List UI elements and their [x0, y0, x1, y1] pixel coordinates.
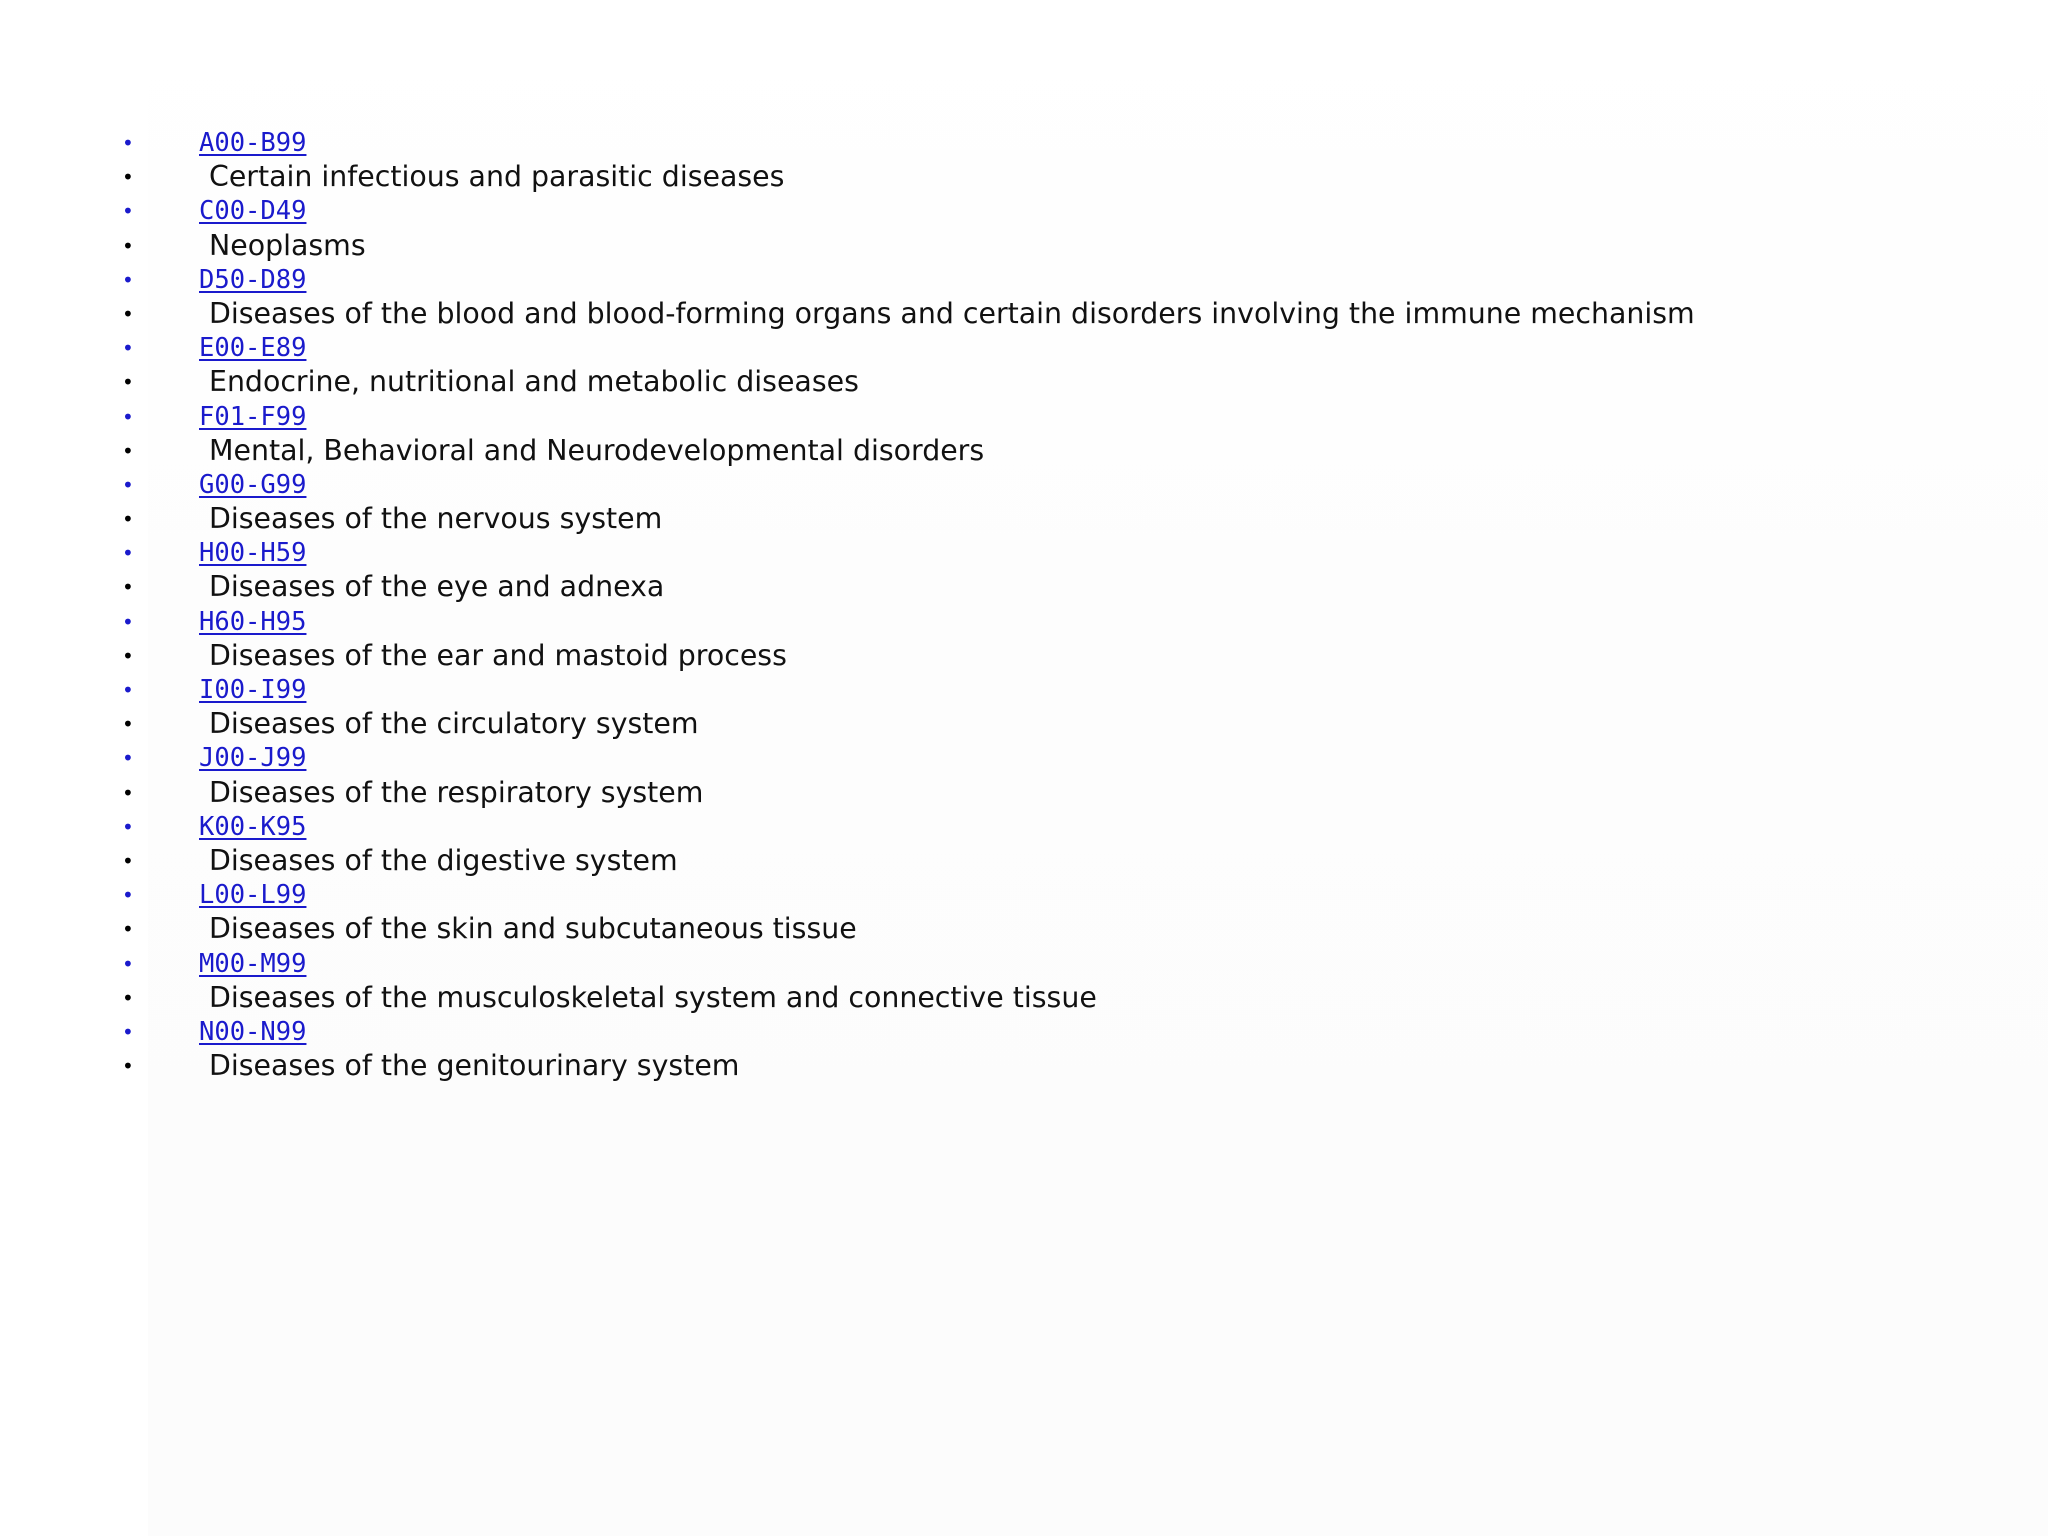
- list-item-title: [0, 502, 2048, 536]
- list-item-title: [0, 707, 2048, 741]
- chapter-title: Diseases of the skin and subcutaneous tissue: [209, 912, 857, 946]
- chapter-code-link[interactable]: I00-I99: [199, 675, 307, 705]
- chapter-title: Diseases of the digestive system: [209, 843, 678, 877]
- chapter-code-link[interactable]: D50-D89: [199, 264, 307, 295]
- bullet-icon: •: [122, 712, 134, 737]
- bullet-icon: •: [122, 848, 134, 873]
- list-item-code: [0, 1015, 2048, 1049]
- bullet-icon: •: [122, 678, 134, 702]
- bullet-icon: •: [122, 131, 134, 155]
- list-item-code: [0, 331, 2048, 365]
- chapter-code-link[interactable]: H00-H59: [199, 538, 307, 569]
- list-item-code: [0, 400, 2048, 434]
- bullet-icon: •: [122, 814, 134, 839]
- chapter-title: Diseases of the musculoskeletal system and connective tissue: [209, 980, 1097, 1014]
- bullet-icon: •: [122, 917, 134, 942]
- bullet-icon: •: [122, 541, 134, 566]
- bullet-icon: •: [122, 404, 134, 429]
- icd-chapter-list: [0, 126, 2048, 1083]
- bullet-icon: •: [122, 507, 134, 532]
- list-item-title: [0, 844, 2048, 878]
- chapter-title: Diseases of the nervous system: [209, 502, 663, 536]
- list-item-code: [0, 536, 2048, 570]
- chapter-code-link[interactable]: F01-F99: [199, 401, 307, 432]
- list-item-title: [0, 1049, 2048, 1083]
- chapter-title: Diseases of the genitourinary system: [209, 1049, 740, 1083]
- chapter-code-link[interactable]: J00-J99: [199, 743, 307, 774]
- chapter-title: Diseases of the blood and blood-forming organs and certain disorders involving the immune mechanism: [209, 296, 1695, 330]
- chapter-code-link[interactable]: M00-M99: [199, 948, 307, 979]
- chapter-code-link[interactable]: L00-L99: [199, 880, 307, 911]
- list-item-code: [0, 878, 2048, 912]
- list-item-code: [0, 468, 2048, 502]
- chapter-code-link[interactable]: H60-H95: [199, 606, 307, 637]
- bullet-icon: •: [122, 1019, 134, 1044]
- list-item-title: [0, 981, 2048, 1015]
- bullet-icon: •: [122, 746, 134, 771]
- list-item-title: [0, 297, 2048, 331]
- bullet-icon: •: [122, 233, 134, 258]
- list-item-code: [0, 810, 2048, 844]
- chapter-title: Mental, Behavioral and Neurodevelopmental disorders: [209, 433, 985, 467]
- list-item-code: [0, 194, 2048, 228]
- chapter-code-link[interactable]: A00-B99: [199, 128, 307, 158]
- chapter-code-link[interactable]: C00-D49: [199, 196, 307, 227]
- chapter-title: Neoplasms: [209, 228, 366, 262]
- chapter-code-link[interactable]: G00-G99: [199, 469, 307, 500]
- list-item-title: [0, 160, 2048, 194]
- list-item-code: [0, 605, 2048, 639]
- list-item-title: [0, 639, 2048, 673]
- chapter-code-link[interactable]: K00-K95: [199, 811, 307, 842]
- bullet-icon: •: [122, 336, 134, 361]
- bullet-icon: •: [122, 951, 134, 976]
- bullet-icon: •: [122, 267, 134, 292]
- list-item-code: [0, 263, 2048, 297]
- chapter-title: Diseases of the eye and adnexa: [209, 570, 665, 604]
- bullet-icon: •: [122, 472, 134, 497]
- bullet-icon: •: [122, 370, 134, 395]
- bullet-icon: •: [122, 609, 134, 634]
- chapter-code-link[interactable]: N00-N99: [199, 1016, 307, 1047]
- chapter-title: Certain infectious and parasitic diseases: [209, 160, 785, 194]
- list-item-title: [0, 776, 2048, 810]
- chapter-title: Endocrine, nutritional and metabolic diseases: [209, 365, 859, 399]
- list-item-code: [0, 673, 2048, 707]
- list-item-title: [0, 229, 2048, 263]
- bullet-icon: •: [122, 985, 134, 1010]
- list-item-title: [0, 365, 2048, 399]
- list-item-code: [0, 947, 2048, 981]
- list-item-title: [0, 912, 2048, 946]
- list-item-code: [0, 126, 2048, 160]
- chapter-title: Diseases of the circulatory system: [209, 707, 699, 741]
- chapter-title: Diseases of the ear and mastoid process: [209, 638, 787, 672]
- chapter-title: Diseases of the respiratory system: [209, 775, 704, 809]
- list-item-title: [0, 434, 2048, 468]
- bullet-icon: •: [122, 165, 134, 190]
- list-item-title: [0, 570, 2048, 604]
- bullet-icon: •: [122, 883, 134, 908]
- bullet-icon: •: [122, 199, 134, 224]
- bullet-icon: •: [122, 780, 134, 805]
- bullet-icon: •: [122, 575, 134, 600]
- bullet-icon: •: [122, 1054, 134, 1079]
- chapter-code-link[interactable]: E00-E89: [199, 333, 307, 364]
- bullet-icon: •: [122, 301, 134, 326]
- bullet-icon: •: [122, 643, 134, 668]
- bullet-icon: •: [122, 438, 134, 463]
- list-item-code: [0, 741, 2048, 775]
